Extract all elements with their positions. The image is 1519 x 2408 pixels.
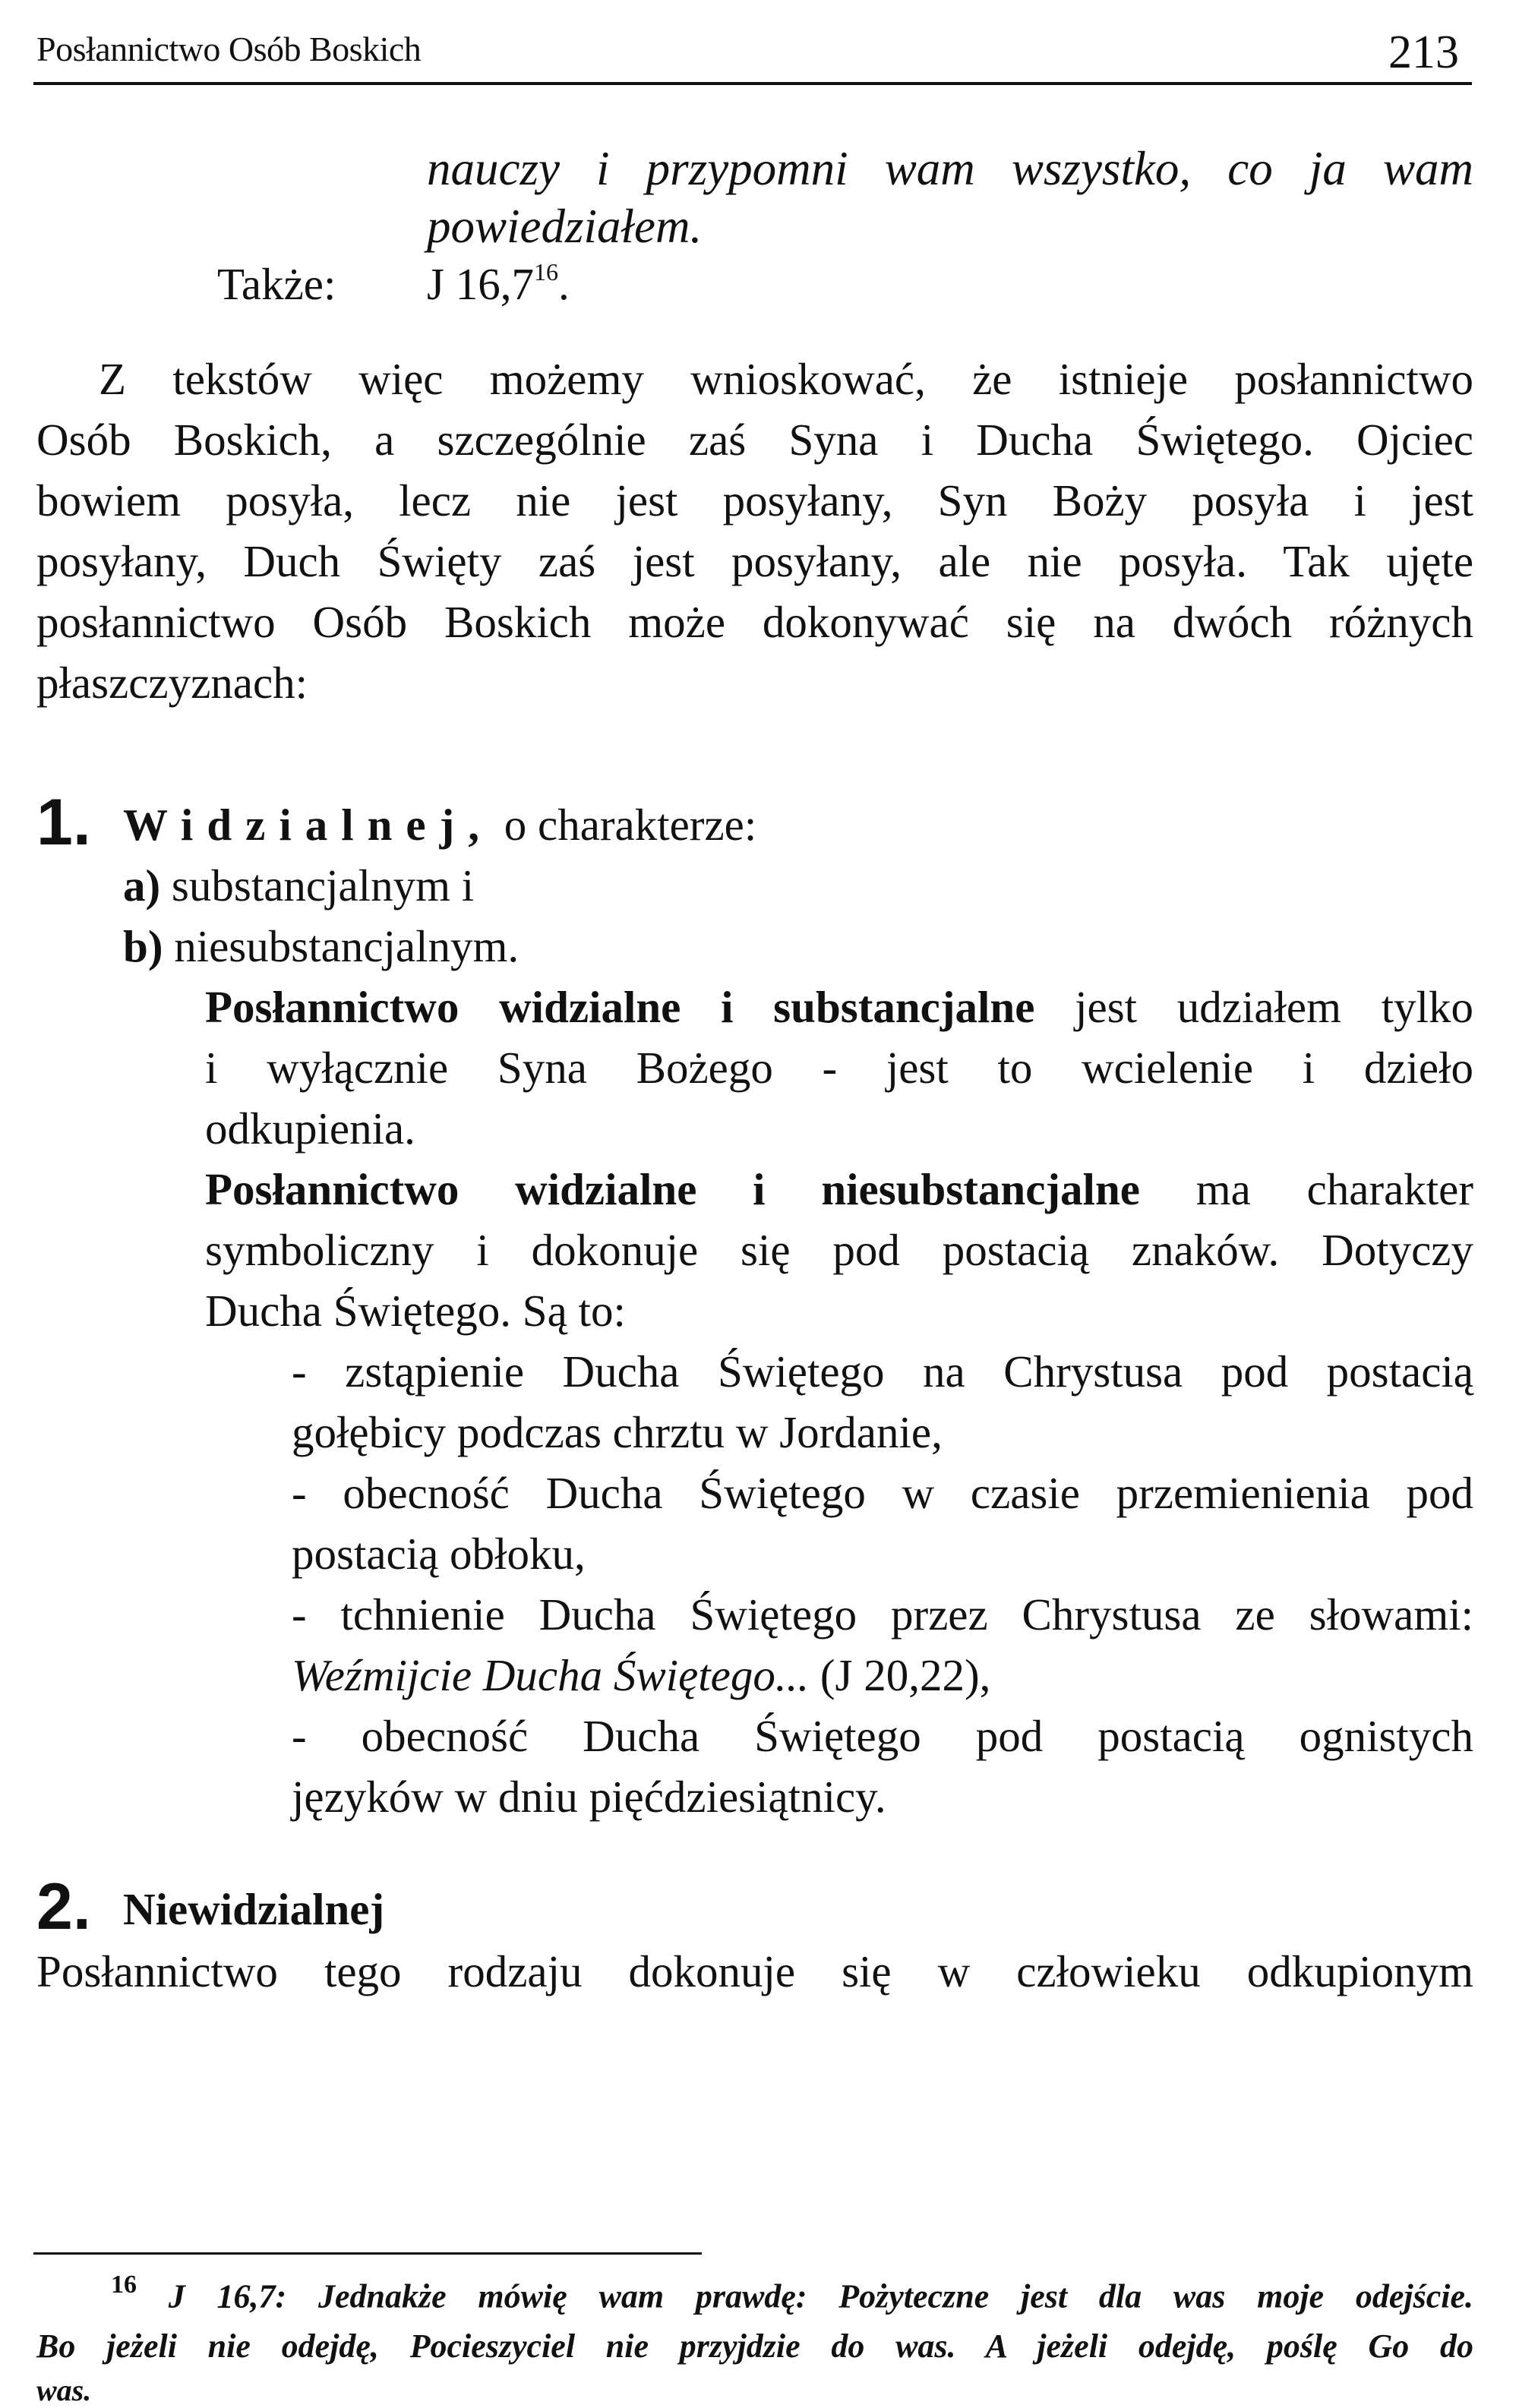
- paragraph-line: bowiem posyła, lecz nie jest posyłany, Syn Boży posyła i jest: [36, 475, 1473, 525]
- quote-line-1: nauczy i przypomni wam wszystko, co ja wam: [427, 142, 1473, 195]
- paragraph-line: posyłany, Duch Święty zaś jest posyłany, ale nie posyła. Tak ujęte: [36, 536, 1473, 586]
- visible-nonsubstantial-paragraph-line: Posłannictwo widzialne i niesubstancjalne ma charakter: [205, 1164, 1473, 1214]
- section-2-heading: Niewidzialnej: [123, 1884, 385, 1934]
- bullet-line: języków w dniu pięćdziesiątnicy.: [292, 1772, 886, 1822]
- footnote-rule: [33, 2252, 702, 2255]
- quote-line-2: powiedziałem.: [427, 200, 703, 253]
- list-item-a: a) substancjalnym i: [123, 860, 475, 910]
- footnote-line: $^{16}$ J 16,7: Jednakże mówię wam prawdę: Pożyteczne jest dla was moje odejście.: [111, 2271, 1474, 2315]
- visible-substantial-paragraph-line: i wyłącznie Syna Bożego - jest to wcielenie i dzieło: [205, 1043, 1473, 1093]
- section-2-number: 2.: [36, 1870, 91, 1943]
- visible-substantial-paragraph-line: Posłannictwo widzialne i substancjalne jest udziałem tylko: [205, 982, 1473, 1032]
- bullet-line: - obecność Ducha Świętego pod postacią ognistych: [292, 1711, 1473, 1761]
- header-rule: [33, 82, 1472, 85]
- list-item-b: b) niesubstancjalnym.: [123, 921, 519, 971]
- bullet-line: - obecność Ducha Świętego w czasie przemienienia pod: [292, 1468, 1473, 1518]
- bullet-line: - tchnienie Ducha Świętego przez Chrystusa ze słowami:: [292, 1589, 1473, 1640]
- visible-substantial-paragraph-line: odkupienia.: [205, 1103, 415, 1154]
- page-number: 213: [1388, 27, 1459, 78]
- footnote-line: Bo jeżeli nie odejdę, Pocieszyciel nie przyjdzie do was. A jeżeli odejdę, poślę Go do: [36, 2328, 1473, 2365]
- paragraph-line: posłannictwo Osób Boskich może dokonywać się na dwóch różnych: [36, 597, 1473, 647]
- also-reference: J 16,7$^{16}$.: [427, 258, 570, 309]
- footnote-line: was.: [36, 2373, 92, 2407]
- also-label: Także:: [217, 259, 336, 309]
- section-1-heading: Widzialnej, o charakterze:: [123, 800, 757, 850]
- running-header-title: Posłannictwo Osób Boskich: [36, 30, 422, 68]
- bullet-line: Weźmijcie Ducha Świętego... (J 20,22),: [292, 1650, 991, 1700]
- paragraph-line: płaszczyznach:: [36, 658, 308, 708]
- visible-nonsubstantial-paragraph-line: symboliczny i dokonuje się pod postacią znaków. Dotyczy: [205, 1225, 1473, 1275]
- section-2-text-line: Posłannictwo tego rodzaju dokonuje się w człowieku odkupionym: [36, 1946, 1473, 1996]
- paragraph-line: Z tekstów więc możemy wnioskować, że istnieje posłannictwo: [99, 354, 1473, 404]
- bullet-line: postacią obłoku,: [292, 1529, 586, 1579]
- paragraph-line: Osób Boskich, a szczególnie zaś Syna i Ducha Świętego. Ojciec: [36, 415, 1473, 465]
- bullet-line: - zstąpienie Ducha Świętego na Chrystusa pod postacią: [292, 1346, 1473, 1397]
- section-1-number: 1.: [36, 786, 91, 859]
- visible-nonsubstantial-paragraph-line: Ducha Świętego. Są to:: [205, 1286, 626, 1336]
- bullet-line: gołębicy podczas chrztu w Jordanie,: [292, 1407, 943, 1457]
